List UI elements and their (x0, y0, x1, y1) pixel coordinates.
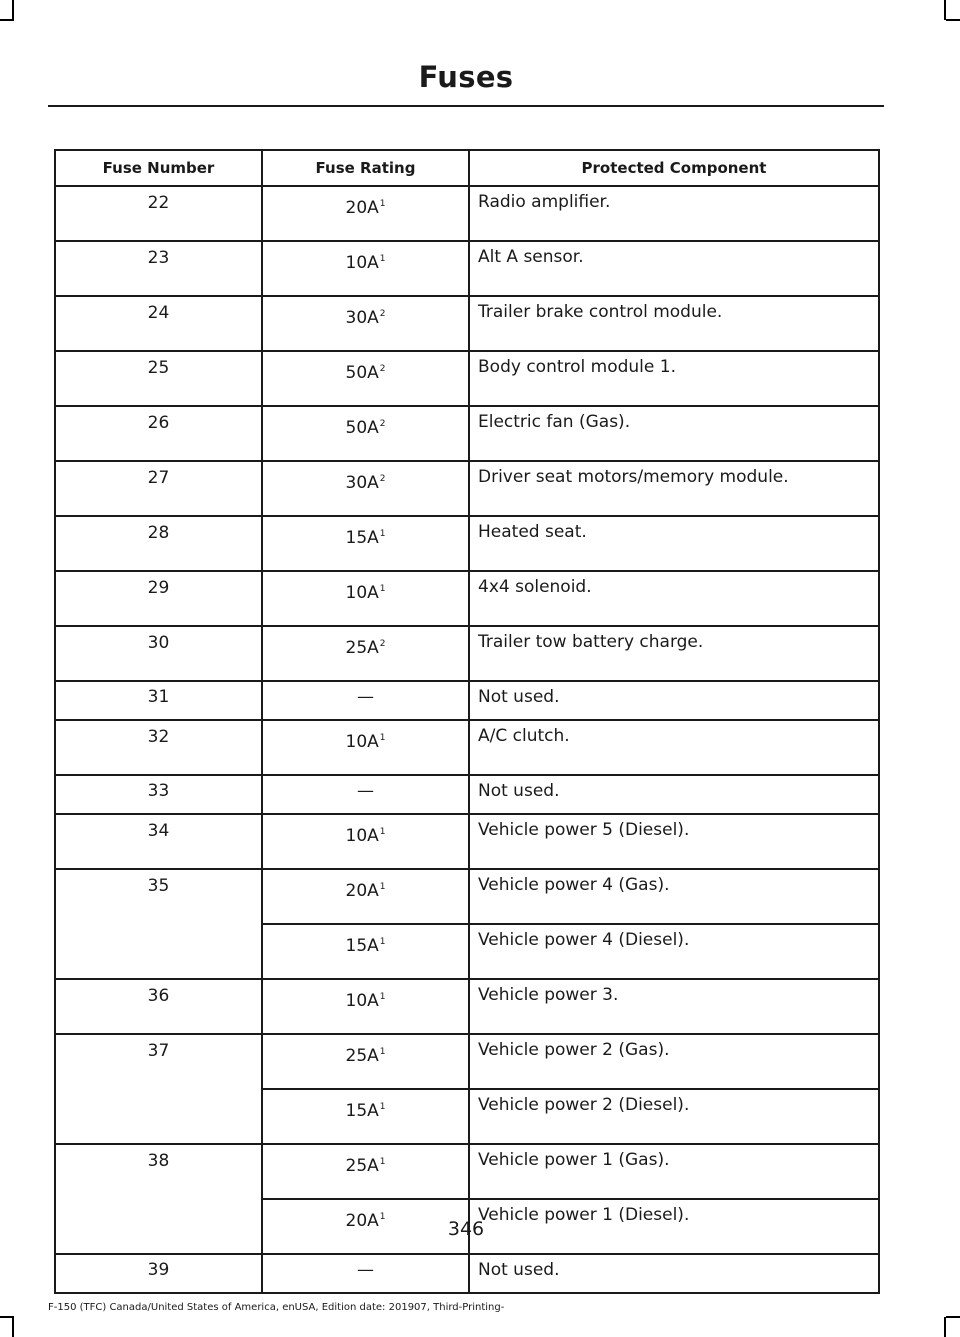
protected-component-cell: Vehicle power 5 (Diesel). (469, 814, 879, 869)
protected-component-cell: Heated seat. (469, 516, 879, 571)
table-row (55, 461, 879, 516)
fuse-rating-value: — (357, 1260, 374, 1280)
fuse-rating-value: 25A (345, 638, 379, 658)
protected-component-cell: Vehicle power 1 (Gas). (469, 1144, 879, 1199)
table-row (55, 1144, 879, 1199)
table-row (55, 516, 879, 571)
fuse-rating-cell (262, 924, 469, 979)
header-protected-component: Protected Component (469, 150, 879, 186)
fuse-rating-value: 10A (345, 732, 379, 752)
table-row (55, 1254, 879, 1293)
fuse-rating-cell (262, 406, 469, 461)
title-divider (48, 105, 884, 107)
table-row (55, 979, 879, 1034)
fuse-rating-value: — (357, 781, 374, 801)
fuse-number-cell: 24 (55, 296, 262, 351)
fuse-rating-value: 20A (345, 1211, 379, 1231)
fuse-rating-cell (262, 571, 469, 626)
header-fuse-rating: Fuse Rating (262, 150, 469, 186)
crop-mark (0, 19, 14, 21)
footnote-marker: 1 (379, 199, 386, 209)
fuse-number-cell: 31 (55, 681, 262, 720)
fuse-rating-value: 15A (345, 528, 379, 548)
fuse-rating-value: — (357, 687, 374, 707)
footnote-marker: 2 (379, 639, 386, 649)
footnote-marker: 1 (379, 733, 386, 743)
table-row (55, 1034, 879, 1089)
protected-component-cell: Vehicle power 4 (Diesel). (469, 924, 879, 979)
fuse-rating-cell (262, 814, 469, 869)
crop-mark (12, 0, 14, 20)
fuse-rating-cell (262, 461, 469, 516)
protected-component-cell: Vehicle power 1 (Diesel). (469, 1199, 879, 1254)
fuse-rating-value: 20A (345, 198, 379, 218)
table-row (55, 814, 879, 869)
crop-mark (0, 1316, 14, 1318)
fuse-rating-value: 15A (345, 936, 379, 956)
fuse-rating-value: 20A (345, 881, 379, 901)
footnote-marker: 1 (379, 882, 386, 892)
footnote-marker: 1 (379, 1102, 386, 1112)
footnote-marker: 1 (379, 584, 386, 594)
fuse-number-cell: 29 (55, 571, 262, 626)
fuse-rating-cell (262, 681, 469, 720)
header-fuse-number: Fuse Number (55, 150, 262, 186)
fuse-rating-cell (262, 626, 469, 681)
fuse-number-cell: 22 (55, 186, 262, 241)
table-row (55, 241, 879, 296)
protected-component-cell: Not used. (469, 681, 879, 720)
table-row (55, 406, 879, 461)
fuse-rating-cell (262, 720, 469, 775)
fuse-rating-value: 10A (345, 826, 379, 846)
protected-component-cell: Vehicle power 4 (Gas). (469, 869, 879, 924)
crop-mark (944, 0, 946, 20)
fuse-table-body (55, 186, 879, 1293)
fuse-number-cell: 30 (55, 626, 262, 681)
fuse-number-cell: 34 (55, 814, 262, 869)
footnote-marker: 2 (379, 419, 386, 429)
protected-component-cell: Alt A sensor. (469, 241, 879, 296)
fuse-number-cell: 35 (55, 869, 262, 979)
protected-component-cell: Trailer tow battery charge. (469, 626, 879, 681)
fuse-rating-cell (262, 1089, 469, 1144)
fuse-rating-cell (262, 241, 469, 296)
fuse-rating-value: 10A (345, 991, 379, 1011)
fuse-number-cell: 26 (55, 406, 262, 461)
footnote-marker: 1 (379, 1212, 386, 1222)
protected-component-cell: Vehicle power 2 (Gas). (469, 1034, 879, 1089)
page-number: 346 (447, 1218, 485, 1240)
protected-component-cell: Driver seat motors/memory module. (469, 461, 879, 516)
fuse-rating-cell (262, 775, 469, 814)
fuse-number-cell: 37 (55, 1034, 262, 1144)
crop-mark (946, 19, 960, 21)
protected-component-cell: Vehicle power 2 (Diesel). (469, 1089, 879, 1144)
fuse-rating-value: 30A (345, 308, 379, 328)
footnote-marker: 1 (379, 1047, 386, 1057)
protected-component-cell: Vehicle power 3. (469, 979, 879, 1034)
footnote-marker: 2 (379, 309, 386, 319)
fuse-rating-value: 50A (345, 418, 379, 438)
fuse-number-cell: 32 (55, 720, 262, 775)
fuse-number-cell: 38 (55, 1144, 262, 1254)
fuse-rating-cell (262, 351, 469, 406)
footnote-marker: 1 (379, 827, 386, 837)
fuse-rating-value: 10A (345, 253, 379, 273)
table-header-row (55, 150, 879, 186)
crop-mark (946, 1316, 960, 1318)
fuse-rating-cell (262, 1034, 469, 1089)
fuse-rating-value: 50A (345, 363, 379, 383)
protected-component-cell: Electric fan (Gas). (469, 406, 879, 461)
footnote-marker: 1 (379, 937, 386, 947)
fuse-number-cell: 39 (55, 1254, 262, 1293)
protected-component-cell: Trailer brake control module. (469, 296, 879, 351)
fuse-rating-value: 25A (345, 1046, 379, 1066)
fuse-number-cell: 25 (55, 351, 262, 406)
table-row (55, 186, 879, 241)
fuse-rating-cell (262, 1144, 469, 1199)
fuse-rating-value: 15A (345, 1101, 379, 1121)
fuse-number-cell: 33 (55, 775, 262, 814)
footnote-marker: 1 (379, 992, 386, 1002)
fuse-rating-cell (262, 296, 469, 351)
protected-component-cell: A/C clutch. (469, 720, 879, 775)
protected-component-cell: 4x4 solenoid. (469, 571, 879, 626)
footnote-marker: 1 (379, 254, 386, 264)
fuse-rating-value: 10A (345, 583, 379, 603)
protected-component-cell: Body control module 1. (469, 351, 879, 406)
protected-component-cell: Radio amplifier. (469, 186, 879, 241)
footnote-marker: 1 (379, 529, 386, 539)
fuse-number-cell: 36 (55, 979, 262, 1034)
fuse-rating-cell (262, 979, 469, 1034)
table-row (55, 571, 879, 626)
footer-edition-info: F-150 (TFC) Canada/United States of America, enUSA, Edition date: 201907, Third-Printing- (48, 1302, 505, 1313)
table-row (55, 720, 879, 775)
fuse-rating-cell (262, 869, 469, 924)
page-title: Fuses (418, 60, 514, 94)
footnote-marker: 1 (379, 1157, 386, 1167)
fuse-rating-value: 25A (345, 1156, 379, 1176)
table-row (55, 626, 879, 681)
footnote-marker: 2 (379, 364, 386, 374)
table-row (55, 351, 879, 406)
crop-mark (12, 1317, 14, 1337)
fuse-rating-cell (262, 516, 469, 571)
footnote-marker: 2 (379, 474, 386, 484)
table-row (55, 775, 879, 814)
table-row (55, 681, 879, 720)
table-row (55, 296, 879, 351)
fuse-number-cell: 27 (55, 461, 262, 516)
crop-mark (944, 1317, 946, 1337)
table-row (55, 869, 879, 924)
fuse-table (54, 149, 880, 1294)
protected-component-cell: Not used. (469, 775, 879, 814)
fuse-rating-value: 30A (345, 473, 379, 493)
fuse-rating-cell (262, 1254, 469, 1293)
fuse-number-cell: 28 (55, 516, 262, 571)
protected-component-cell: Not used. (469, 1254, 879, 1293)
fuse-number-cell: 23 (55, 241, 262, 296)
fuse-rating-cell (262, 186, 469, 241)
